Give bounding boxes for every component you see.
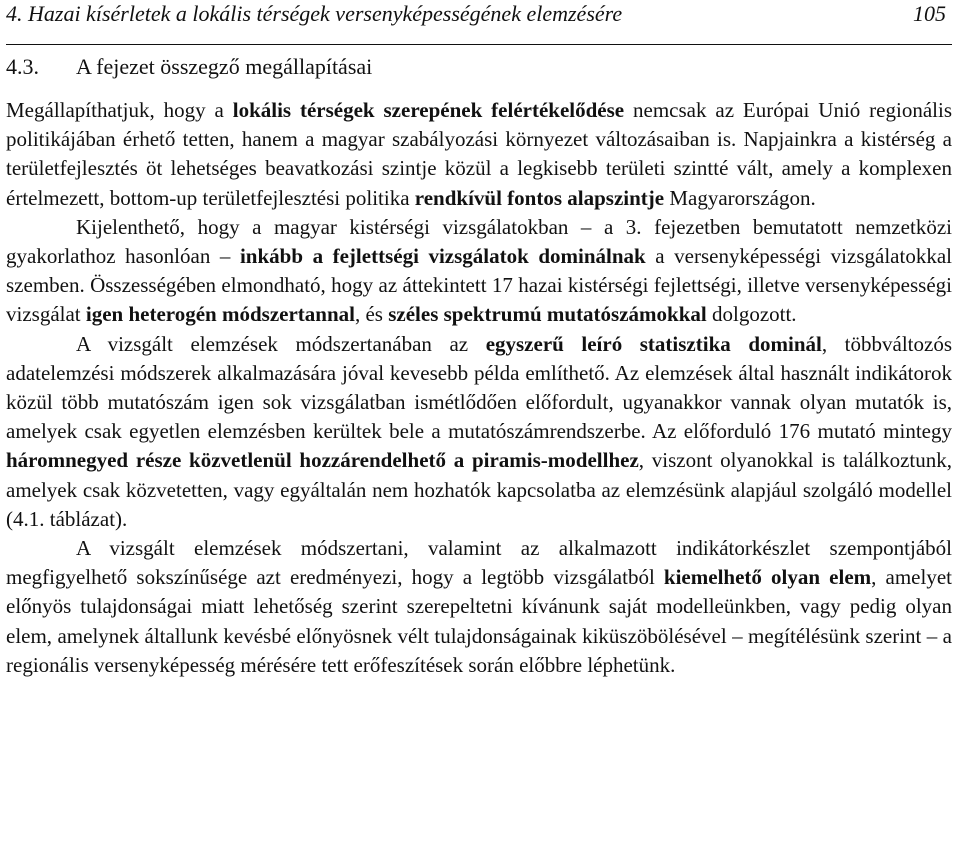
paragraph (6, 213, 952, 330)
text-run: a versenyképességi vizsgálatokkal szemben. Összességében elmondható, hogy az áttekintett 17 hazai kistérségi fejlettségi, illetve versenyképességi vizsgálat (6, 244, 952, 327)
text-run: A vizsgált elemzések módszertanában az (76, 331, 486, 356)
emphasized-text: széles spektrumú mutatószámokkal (388, 302, 707, 327)
text-run: Magyarországon. (664, 185, 816, 210)
emphasized-text: igen heterogén módszertannal (85, 302, 355, 327)
text-run: , és (354, 302, 389, 327)
body-text (6, 96, 952, 680)
text-run: Kijelenthető, hogy a magyar kistérségi vizsgálatokban – a 3. fejezetben bemutatott nemzetközi gyakorlathoz hasonlóan – (6, 214, 952, 269)
emphasized-text: inkább a fejlettségi vizsgálatok dominálnak (239, 244, 646, 269)
text-run: , amelyet előnyös tulajdonságai miatt lehetőség szerint szerepeltetni kívánunk saját modelleünkben, vagy pedig olyan elem, amelynek általlunk kevésbé előnyösnek vélt tulajdonságainak kiküszöbölésével – megítélésünk szerint – a regionális versenyképesség mérésére tett erőfeszítések során előbbre léphetünk. (6, 565, 952, 677)
text-run: dolgozott. (706, 302, 797, 327)
emphasized-text: lokális térségek szerepének felértékelődése (232, 98, 625, 122)
emphasized-text: rendkívül fontos alapszintje (414, 185, 665, 210)
chapter-title: 4. Hazai kísérletek a lokális térségek versenyképességének elemzésére (6, 1, 623, 26)
text-run: A vizsgált elemzések módszertani, valamint az alkalmazott indikátorkészlet szempontjából megfigyelhető sokszínűsége azt eredményezi, hogy a legtöbb vizsgálatból (6, 536, 952, 590)
text-run: , viszont olyanokkal is találkoztunk, amelyek csak közvetetten, vagy egyáltalán nem hozhatók kapcsolatba az elemzésünk alapjául szolgáló modellel (4.1. táblázat). (6, 448, 953, 531)
running-header (6, 0, 952, 45)
paragraph (6, 96, 952, 213)
text-run: Megállapíthatjuk, hogy a (6, 98, 233, 122)
emphasized-text: kiemelhető olyan elem (663, 565, 872, 590)
text-run: nemcsak az Európai Unió regionális politikájában érhető tetten, hanem a magyar szabályozási környezet változásaiban is. Napjainkra a kistérség a területfejlesztés öt lehetséges beavatkozási szintje közül a legkisebb területi szintté vált, amely a komplexen értelmezett, bottom-up területfejlesztési politika (6, 98, 952, 210)
emphasized-text: egyszerű leíró statisztika dominál (485, 331, 822, 356)
emphasized-text: háromnegyed része közvetlenül hozzárendelhető a piramis-modellhez (6, 448, 639, 473)
page-number: 105 (913, 1, 946, 26)
document-page (6, 0, 952, 680)
text-run: , többváltozós adatelemzési módszerek alkalmazására jóval kevesebb példa említhető. Az elemzések által használt indikátorok közül több mutatószám igen sok vizsgálatban ismétlődően előfordult, ugyanakkor vannak olyan mutatók is, amelyek csak egyetlen elemzésben kerültek bele a mutatószámrendszerbe. Az előforduló 176 mutató mintegy (6, 331, 952, 444)
section-title: A fejezet összegző megállapításai (76, 54, 373, 79)
section-number: 4.3. (6, 54, 39, 79)
paragraph (6, 330, 952, 534)
paragraph (6, 534, 952, 680)
section-heading (6, 50, 952, 84)
